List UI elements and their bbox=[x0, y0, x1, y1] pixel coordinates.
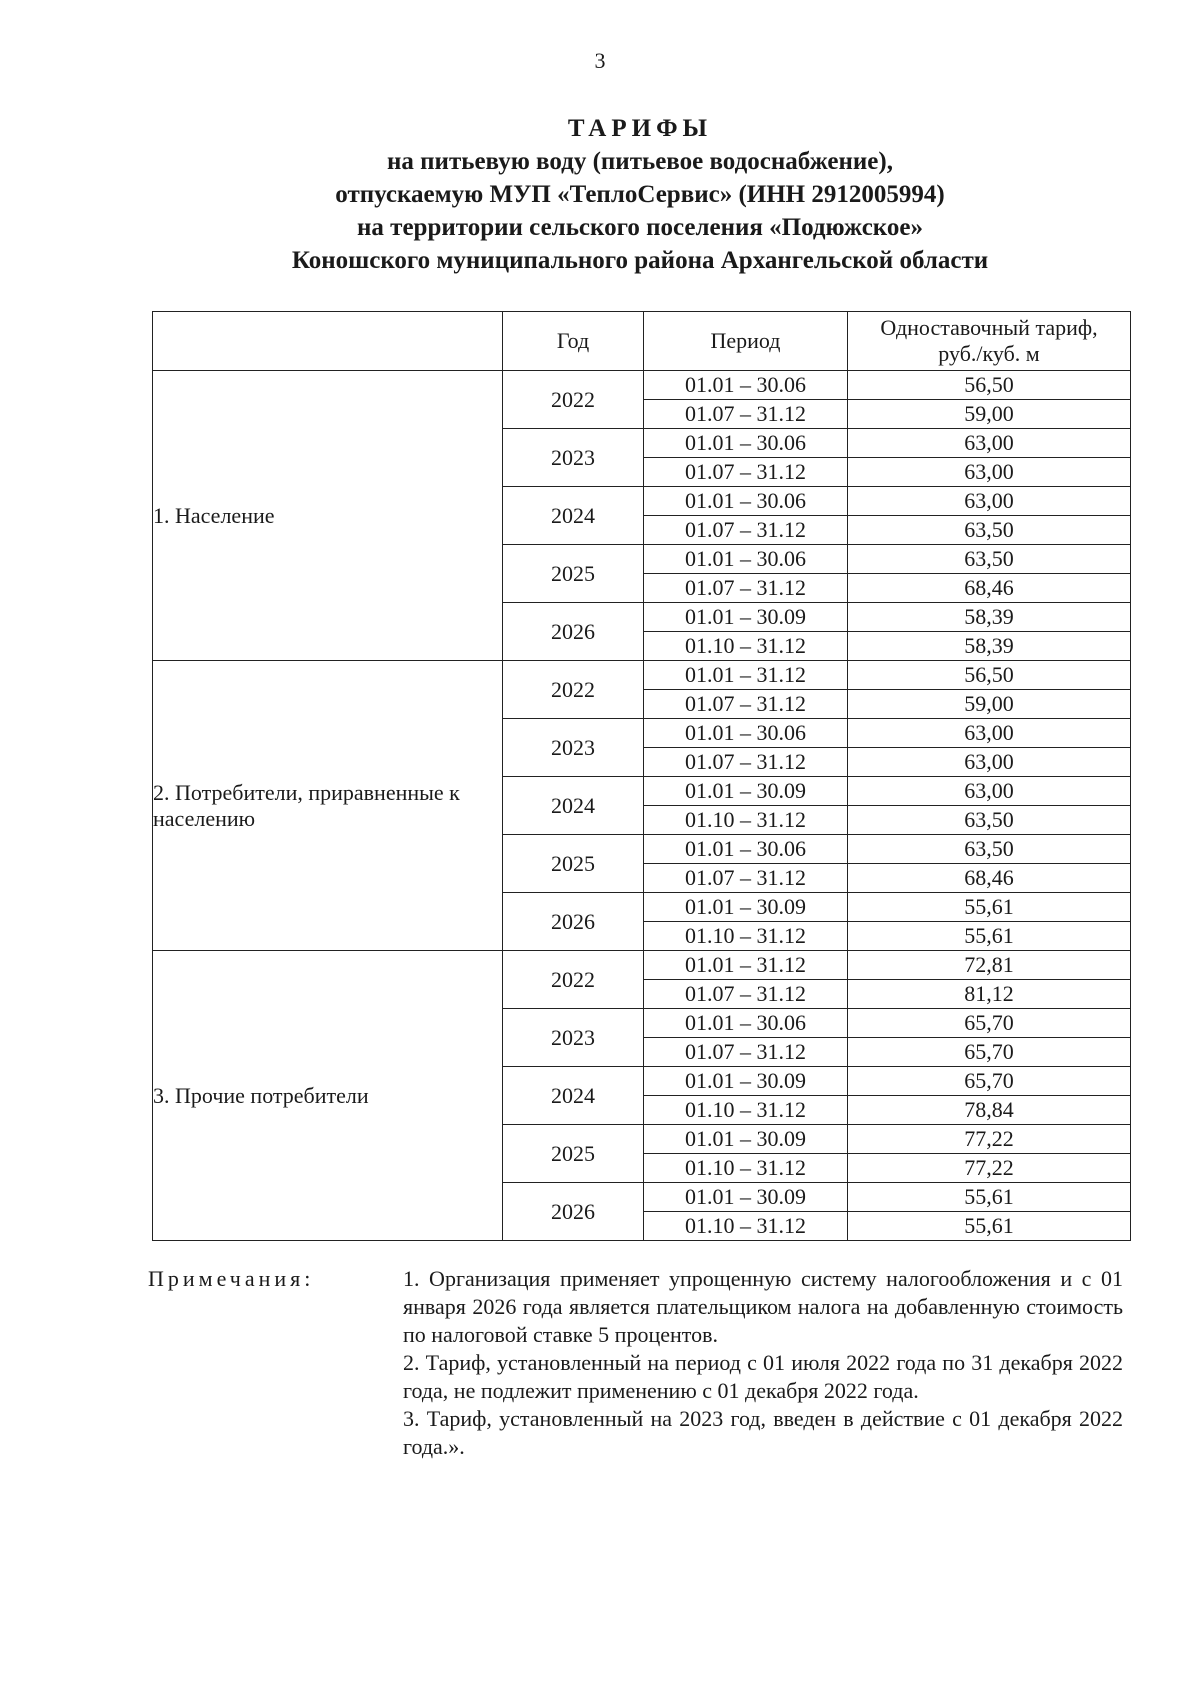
title-main: ТАРИФЫ bbox=[567, 115, 713, 142]
note-item: 2. Тариф, установленный на период с 01 июля 2022 года по 31 декабря 2022 года, не подлежит применению с 01 декабря 2022 года. bbox=[403, 1350, 1123, 1403]
period-cell: 01.10 – 31.12 bbox=[644, 806, 848, 835]
period-cell: 01.07 – 31.12 bbox=[644, 980, 848, 1009]
period-cell: 01.10 – 31.12 bbox=[644, 1154, 848, 1183]
period-cell: 01.01 – 30.06 bbox=[644, 545, 848, 574]
title-line: на питьевую воду (питьевое водоснабжение), bbox=[387, 148, 893, 175]
tariff-cell: 63,00 bbox=[848, 458, 1131, 487]
tariff-cell: 63,50 bbox=[848, 806, 1131, 835]
period-cell: 01.07 – 31.12 bbox=[644, 574, 848, 603]
document-title bbox=[150, 112, 1130, 277]
tariff-cell: 55,61 bbox=[848, 893, 1131, 922]
period-cell: 01.01 – 30.06 bbox=[644, 835, 848, 864]
tariff-cell: 63,50 bbox=[848, 545, 1131, 574]
year-cell: 2024 bbox=[503, 487, 644, 545]
year-cell: 2026 bbox=[503, 603, 644, 661]
tariff-cell: 78,84 bbox=[848, 1096, 1131, 1125]
year-cell: 2026 bbox=[503, 1183, 644, 1241]
period-cell: 01.01 – 30.09 bbox=[644, 1067, 848, 1096]
header-tariff bbox=[848, 312, 1131, 371]
tariff-cell: 65,70 bbox=[848, 1009, 1131, 1038]
period-cell: 01.10 – 31.12 bbox=[644, 922, 848, 951]
tariff-cell: 81,12 bbox=[848, 980, 1131, 1009]
year-cell: 2024 bbox=[503, 1067, 644, 1125]
tariff-cell: 63,00 bbox=[848, 487, 1131, 516]
year-cell: 2025 bbox=[503, 1125, 644, 1183]
tariff-cell: 59,00 bbox=[848, 690, 1131, 719]
period-cell: 01.01 – 31.12 bbox=[644, 951, 848, 980]
page-number: 3 bbox=[594, 48, 606, 73]
year-cell: 2022 bbox=[503, 371, 644, 429]
period-cell: 01.01 – 30.06 bbox=[644, 371, 848, 400]
period-cell: 01.10 – 31.12 bbox=[644, 1212, 848, 1241]
header-tariff-unit: руб./куб. м bbox=[938, 341, 1040, 366]
tariff-cell: 59,00 bbox=[848, 400, 1131, 429]
notes-list bbox=[403, 1265, 1123, 1461]
tariff-cell: 63,00 bbox=[848, 777, 1131, 806]
year-cell: 2025 bbox=[503, 835, 644, 893]
table-row bbox=[153, 661, 1131, 690]
period-cell: 01.01 – 30.09 bbox=[644, 1183, 848, 1212]
year-cell: 2023 bbox=[503, 719, 644, 777]
title-line: Коношского муниципального района Архангельской области bbox=[291, 247, 989, 274]
title-line: на территории сельского поселения «Подюжское» bbox=[357, 214, 923, 241]
tariff-table bbox=[152, 311, 1131, 1241]
tariff-cell: 65,70 bbox=[848, 1038, 1131, 1067]
tariff-cell: 63,50 bbox=[848, 835, 1131, 864]
tariff-cell: 55,61 bbox=[848, 922, 1131, 951]
period-cell: 01.07 – 31.12 bbox=[644, 864, 848, 893]
period-cell: 01.01 – 31.12 bbox=[644, 661, 848, 690]
tariff-cell: 68,46 bbox=[848, 574, 1131, 603]
consumer-category-cell: 3. Прочие потребители bbox=[153, 951, 503, 1241]
table-header-row bbox=[153, 312, 1131, 371]
year-cell: 2023 bbox=[503, 1009, 644, 1067]
period-cell: 01.07 – 31.12 bbox=[644, 690, 848, 719]
tariff-cell: 77,22 bbox=[848, 1125, 1131, 1154]
year-cell: 2024 bbox=[503, 777, 644, 835]
consumer-category-cell: 2. Потребители, приравненные к населению bbox=[153, 661, 503, 951]
tariff-cell: 65,70 bbox=[848, 1067, 1131, 1096]
header-period: Период bbox=[644, 312, 848, 371]
period-cell: 01.01 – 30.06 bbox=[644, 719, 848, 748]
period-cell: 01.01 – 30.09 bbox=[644, 893, 848, 922]
tariff-cell: 63,00 bbox=[848, 719, 1131, 748]
tariff-cell: 55,61 bbox=[848, 1183, 1131, 1212]
year-cell: 2023 bbox=[503, 429, 644, 487]
period-cell: 01.07 – 31.12 bbox=[644, 748, 848, 777]
period-cell: 01.01 – 30.09 bbox=[644, 1125, 848, 1154]
period-cell: 01.07 – 31.12 bbox=[644, 1038, 848, 1067]
period-cell: 01.01 – 30.09 bbox=[644, 777, 848, 806]
note-item: 3. Тариф, установленный на 2023 год, введен в действие с 01 декабря 2022 года.». bbox=[403, 1406, 1123, 1459]
tariff-cell: 63,00 bbox=[848, 748, 1131, 777]
tariff-cell: 58,39 bbox=[848, 603, 1131, 632]
header-year: Год bbox=[503, 312, 644, 371]
tariff-cell: 77,22 bbox=[848, 1154, 1131, 1183]
period-cell: 01.07 – 31.12 bbox=[644, 516, 848, 545]
tariff-cell: 63,00 bbox=[848, 429, 1131, 458]
consumer-category-cell: 1. Население bbox=[153, 371, 503, 661]
header-tariff-line: Одноставочный тариф, bbox=[880, 315, 1098, 340]
tariff-cell: 56,50 bbox=[848, 371, 1131, 400]
tariff-cell: 72,81 bbox=[848, 951, 1131, 980]
title-line: отпускаемую МУП «ТеплоСервис» (ИНН 2912005994) bbox=[335, 181, 945, 208]
year-cell: 2026 bbox=[503, 893, 644, 951]
year-cell: 2022 bbox=[503, 661, 644, 719]
year-cell: 2025 bbox=[503, 545, 644, 603]
year-cell: 2022 bbox=[503, 951, 644, 1009]
period-cell: 01.01 – 30.06 bbox=[644, 1009, 848, 1038]
tariff-cell: 56,50 bbox=[848, 661, 1131, 690]
tariff-cell: 58,39 bbox=[848, 632, 1131, 661]
table-row bbox=[153, 951, 1131, 980]
table-row bbox=[153, 371, 1131, 400]
period-cell: 01.07 – 31.12 bbox=[644, 458, 848, 487]
notes-label: Примечания: bbox=[148, 1266, 315, 1291]
period-cell: 01.01 – 30.06 bbox=[644, 429, 848, 458]
table-body bbox=[153, 371, 1131, 1241]
tariff-cell: 68,46 bbox=[848, 864, 1131, 893]
tariff-cell: 63,50 bbox=[848, 516, 1131, 545]
period-cell: 01.10 – 31.12 bbox=[644, 1096, 848, 1125]
header-category bbox=[153, 312, 503, 371]
period-cell: 01.10 – 31.12 bbox=[644, 632, 848, 661]
tariff-cell: 55,61 bbox=[848, 1212, 1131, 1241]
period-cell: 01.01 – 30.06 bbox=[644, 487, 848, 516]
period-cell: 01.07 – 31.12 bbox=[644, 400, 848, 429]
note-item: 1. Организация применяет упрощенную систему налогообложения и с 01 января 2026 года является плательщиком налога на добавленную стоимость по налоговой ставке 5 процентов. bbox=[403, 1266, 1123, 1347]
period-cell: 01.01 – 30.09 bbox=[644, 603, 848, 632]
